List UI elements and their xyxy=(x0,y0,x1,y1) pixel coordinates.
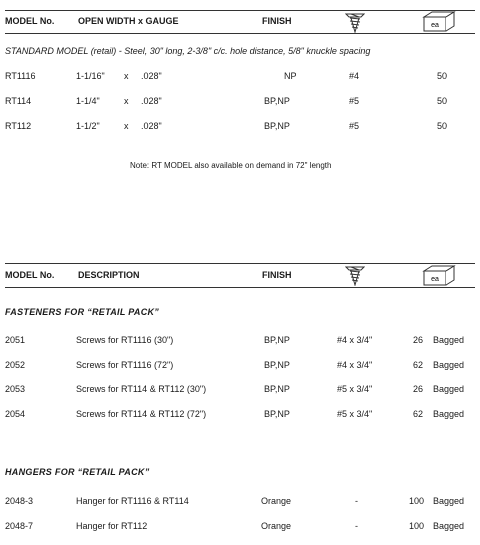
row-finish: Orange xyxy=(261,496,292,506)
col-header-finish-2: FINISH xyxy=(262,270,292,280)
row-width: 1-1/4" xyxy=(76,96,100,106)
row-model: 2048-3 xyxy=(5,496,34,506)
col-header-finish: FINISH xyxy=(262,16,292,26)
box-icon xyxy=(422,264,456,286)
row-qty: 50 xyxy=(437,71,448,81)
row-screw: #5 xyxy=(349,96,360,106)
row-model: 2048-7 xyxy=(5,521,34,531)
row-screw: #5 xyxy=(349,121,360,131)
row-desc: Screws for RT114 & RT112 (30") xyxy=(76,384,207,394)
row-qty: 26 xyxy=(413,384,424,394)
row-finish: NP xyxy=(284,71,297,81)
row-finish: Orange xyxy=(261,521,292,531)
row-model: 2053 xyxy=(5,384,26,394)
row-model: RT1116 xyxy=(5,71,36,81)
row-finish: BP,NP xyxy=(264,409,290,419)
fasteners-section-title: FASTENERS FOR “RETAIL PACK” xyxy=(5,307,160,317)
row-pack: Bagged xyxy=(433,384,465,394)
box-label: ea xyxy=(431,22,439,29)
footnote: Note: RT MODEL also available on demand in 72" length xyxy=(130,161,332,170)
row-x: x xyxy=(124,96,129,106)
header-rule-2 xyxy=(5,287,475,288)
row-screw: #5 x 3/4" xyxy=(337,384,373,394)
row-model: 2051 xyxy=(5,335,26,345)
row-finish: BP,NP xyxy=(264,384,290,394)
row-model: 2052 xyxy=(5,360,26,370)
row-finish: BP,NP xyxy=(264,96,290,106)
row-gauge: .028" xyxy=(141,121,162,131)
row-screw: #5 x 3/4" xyxy=(337,409,373,419)
row-desc: Hanger for RT1116 & RT114 xyxy=(76,496,189,506)
row-screw: #4 xyxy=(349,71,360,81)
standard-model-line xyxy=(5,46,370,56)
row-pack: Bagged xyxy=(433,360,465,370)
row-desc: Screws for RT1116 (30") xyxy=(76,335,174,345)
row-pack: Bagged xyxy=(433,496,465,506)
row-desc: Screws for RT1116 (72") xyxy=(76,360,174,370)
row-qty: 100 xyxy=(409,521,425,531)
row-screw: #4 x 3/4" xyxy=(337,360,373,370)
row-model: 2054 xyxy=(5,409,26,419)
row-x: x xyxy=(124,71,129,81)
screw-icon xyxy=(345,264,365,286)
row-qty: 26 xyxy=(413,335,424,345)
row-screw: #4 x 3/4" xyxy=(337,335,373,345)
box-icon xyxy=(422,10,456,32)
row-desc: Screws for RT114 & RT112 (72") xyxy=(76,409,207,419)
row-gauge: .028" xyxy=(141,71,162,81)
row-qty: 62 xyxy=(413,360,424,370)
col-header-model: MODEL No. xyxy=(5,16,55,26)
row-gauge: .028" xyxy=(141,96,162,106)
row-finish: BP,NP xyxy=(264,121,290,131)
box-label: ea xyxy=(431,276,439,283)
row-width: 1-1/2" xyxy=(76,121,100,131)
standard-model-desc: (retail) - Steel, 30" long, 2-3/8" c/c. hole distance, 5/8" knuckle spacing xyxy=(88,46,371,56)
row-x: x xyxy=(124,121,129,131)
row-width: 1-1/16" xyxy=(76,71,105,81)
hangers-section-title: HANGERS FOR “RETAIL PACK” xyxy=(5,467,150,477)
row-qty: 50 xyxy=(437,96,448,106)
top-rule-2 xyxy=(5,263,475,264)
row-qty: 100 xyxy=(409,496,425,506)
row-screw: - xyxy=(355,496,358,506)
screw-icon xyxy=(345,11,365,33)
row-pack: Bagged xyxy=(433,409,465,419)
header-rule xyxy=(5,33,475,34)
row-qty: 50 xyxy=(437,121,448,131)
row-screw: - xyxy=(355,521,358,531)
row-qty: 62 xyxy=(413,409,424,419)
row-finish: BP,NP xyxy=(264,335,290,345)
col-header-description: DESCRIPTION xyxy=(78,270,140,280)
row-finish: BP,NP xyxy=(264,360,290,370)
row-pack: Bagged xyxy=(433,335,465,345)
top-rule xyxy=(5,10,475,11)
row-desc: Hanger for RT112 xyxy=(76,521,148,531)
col-header-model-2: MODEL No. xyxy=(5,270,55,280)
row-pack: Bagged xyxy=(433,521,465,531)
col-header-width-gauge: OPEN WIDTH x GAUGE xyxy=(78,16,179,26)
standard-model-title: STANDARD MODEL xyxy=(5,46,89,56)
row-model: RT114 xyxy=(5,96,32,106)
row-model: RT112 xyxy=(5,121,32,131)
